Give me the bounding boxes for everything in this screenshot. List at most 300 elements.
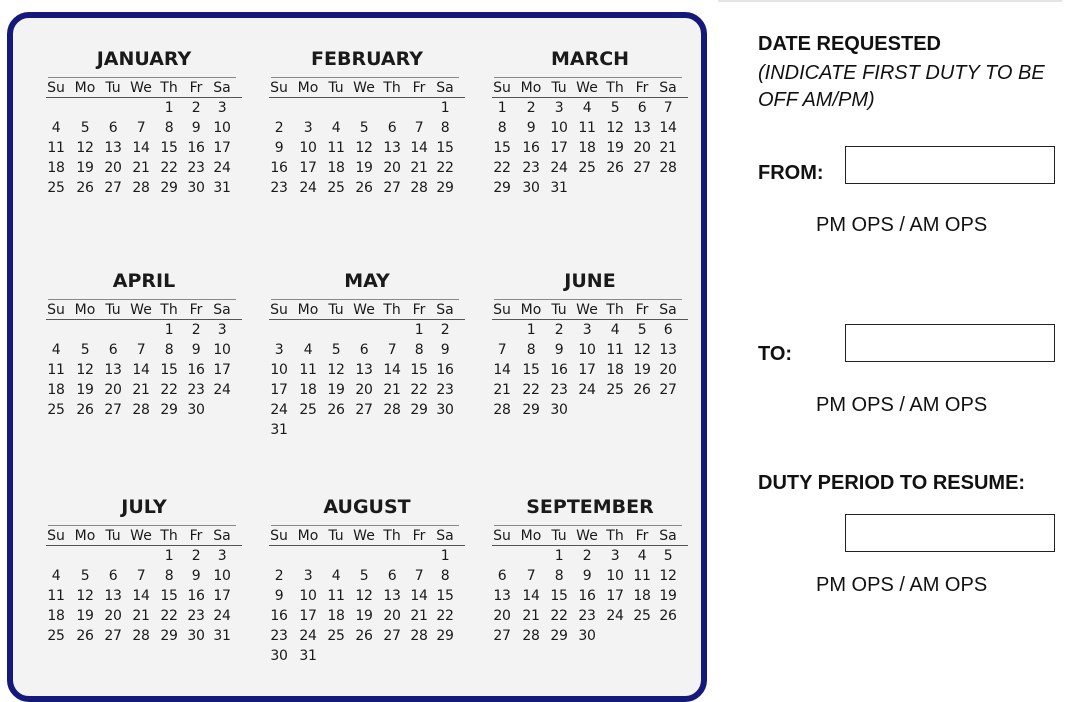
- weekday-header: We: [576, 302, 598, 318]
- weekday-header: Sa: [659, 80, 677, 96]
- day-cell: 3: [217, 548, 227, 564]
- weekday-header: Mo: [297, 302, 319, 318]
- day-cell: 19: [633, 362, 651, 378]
- day-cell: 14: [522, 588, 540, 604]
- top-divider: [718, 0, 1062, 2]
- day-cell: 20: [659, 362, 677, 378]
- day-cell: 24: [299, 628, 317, 644]
- day-cell: 16: [270, 608, 288, 624]
- day-cell: 30: [187, 628, 205, 644]
- day-cell: 2: [191, 100, 201, 116]
- day-cell: 29: [436, 628, 454, 644]
- weekday-header: Fr: [635, 302, 649, 318]
- day-cell: 11: [327, 588, 345, 604]
- day-cell: 31: [213, 628, 231, 644]
- day-cell: 27: [383, 180, 401, 196]
- weekday-header: Fr: [189, 302, 203, 318]
- day-cell: 9: [191, 568, 201, 584]
- day-cell: 10: [550, 120, 568, 136]
- day-cell: 30: [550, 402, 568, 418]
- day-cell: 3: [582, 322, 592, 338]
- day-cell: 27: [493, 628, 511, 644]
- day-cell: 19: [355, 608, 373, 624]
- day-cell: 26: [327, 402, 345, 418]
- day-cell: 6: [359, 342, 369, 358]
- month-divider: [271, 525, 459, 526]
- weekday-header: We: [576, 528, 598, 544]
- weekday-header: Tu: [105, 528, 121, 544]
- day-cell: 15: [550, 588, 568, 604]
- day-cell: 9: [274, 140, 284, 156]
- day-cell: 31: [270, 422, 288, 438]
- weekday-header: We: [353, 80, 375, 96]
- day-cell: 25: [606, 382, 624, 398]
- month-name: MARCH: [550, 48, 630, 70]
- weekday-header: Th: [383, 80, 401, 96]
- day-cell: 20: [104, 160, 122, 176]
- weekday-header: Sa: [659, 528, 677, 544]
- day-cell: 4: [303, 342, 313, 358]
- day-cell: 8: [526, 342, 536, 358]
- weekday-header: Fr: [635, 80, 649, 96]
- month-name: JULY: [121, 496, 167, 518]
- day-cell: 5: [359, 568, 369, 584]
- day-cell: 29: [550, 628, 568, 644]
- month-name: AUGUST: [323, 496, 411, 518]
- day-cell: 25: [47, 180, 65, 196]
- weekday-header: Th: [606, 528, 624, 544]
- day-cell: 19: [606, 140, 624, 156]
- day-cell: 23: [187, 382, 205, 398]
- weekday-header: We: [130, 80, 152, 96]
- day-cell: 11: [578, 120, 596, 136]
- day-cell: 4: [51, 120, 61, 136]
- month-name: MAY: [344, 270, 390, 292]
- weekday-header: Mo: [74, 528, 96, 544]
- weekday-header: Su: [493, 302, 511, 318]
- month-name: SEPTEMBER: [526, 496, 654, 518]
- day-cell: 1: [414, 322, 424, 338]
- to-field[interactable]: [845, 324, 1055, 362]
- day-cell: 31: [213, 180, 231, 196]
- day-cell: 28: [132, 402, 150, 418]
- day-cell: 2: [274, 568, 284, 584]
- day-cell: 9: [274, 588, 284, 604]
- weekday-header-row: [492, 301, 688, 320]
- day-cell: 5: [80, 568, 90, 584]
- day-cell: 15: [410, 362, 428, 378]
- day-cell: 2: [582, 548, 592, 564]
- day-cell: 8: [164, 120, 174, 136]
- day-cell: 29: [160, 628, 178, 644]
- day-cell: 18: [327, 160, 345, 176]
- day-cell: 24: [550, 160, 568, 176]
- day-cell: 7: [663, 100, 673, 116]
- day-cell: 31: [550, 180, 568, 196]
- day-cell: 17: [213, 588, 231, 604]
- day-cell: 27: [383, 628, 401, 644]
- day-cell: 17: [550, 140, 568, 156]
- day-cell: 18: [299, 382, 317, 398]
- day-cell: 7: [136, 120, 146, 136]
- day-cell: 5: [80, 342, 90, 358]
- day-cell: 21: [132, 608, 150, 624]
- day-cell: 7: [136, 342, 146, 358]
- weekday-header: Su: [493, 528, 511, 544]
- day-cell: 6: [108, 568, 118, 584]
- day-cell: 5: [359, 120, 369, 136]
- day-cell: 16: [550, 362, 568, 378]
- day-cell: 3: [303, 568, 313, 584]
- day-cell: 15: [160, 588, 178, 604]
- weekday-header: Su: [270, 302, 288, 318]
- day-cell: 10: [213, 342, 231, 358]
- weekday-header: Th: [606, 302, 624, 318]
- day-cell: 17: [270, 382, 288, 398]
- day-cell: 22: [550, 608, 568, 624]
- day-cell: 22: [160, 608, 178, 624]
- day-cell: 24: [213, 160, 231, 176]
- day-cell: 23: [187, 608, 205, 624]
- day-cell: 6: [387, 568, 397, 584]
- day-cell: 14: [410, 140, 428, 156]
- day-cell: 25: [299, 402, 317, 418]
- day-cell: 12: [76, 362, 94, 378]
- day-cell: 24: [213, 608, 231, 624]
- day-cell: 28: [383, 402, 401, 418]
- day-cell: 21: [132, 160, 150, 176]
- month-name: FEBRUARY: [311, 48, 423, 70]
- day-cell: 3: [303, 120, 313, 136]
- day-cell: 29: [436, 180, 454, 196]
- day-cell: 10: [213, 120, 231, 136]
- weekday-header-row: [269, 79, 465, 98]
- day-cell: 3: [610, 548, 620, 564]
- month-name: APRIL: [112, 270, 176, 292]
- day-cell: 13: [104, 588, 122, 604]
- weekday-header: Tu: [551, 528, 567, 544]
- day-cell: 17: [299, 160, 317, 176]
- day-cell: 27: [104, 628, 122, 644]
- weekday-header-row: [492, 527, 688, 546]
- day-cell: 22: [160, 160, 178, 176]
- day-cell: 28: [410, 628, 428, 644]
- weekday-header: Fr: [412, 302, 426, 318]
- day-cell: 14: [659, 120, 677, 136]
- day-cell: 19: [327, 382, 345, 398]
- day-cell: 1: [440, 548, 450, 564]
- day-cell: 16: [187, 140, 205, 156]
- day-cell: 4: [610, 322, 620, 338]
- day-cell: 20: [104, 608, 122, 624]
- day-cell: 13: [659, 342, 677, 358]
- day-cell: 7: [526, 568, 536, 584]
- day-cell: 25: [47, 628, 65, 644]
- weekday-header: Sa: [213, 528, 231, 544]
- day-cell: 5: [331, 342, 341, 358]
- day-cell: 20: [493, 608, 511, 624]
- day-cell: 22: [493, 160, 511, 176]
- day-cell: 11: [47, 362, 65, 378]
- duty-resume-field[interactable]: [845, 514, 1055, 552]
- weekday-header: We: [130, 302, 152, 318]
- weekday-header: Sa: [659, 302, 677, 318]
- resume-ops-option[interactable]: PM OPS / AM OPS: [816, 574, 988, 596]
- day-cell: 3: [217, 100, 227, 116]
- day-cell: 13: [493, 588, 511, 604]
- day-cell: 1: [554, 548, 564, 564]
- day-cell: 1: [164, 322, 174, 338]
- day-cell: 27: [355, 402, 373, 418]
- day-cell: 28: [659, 160, 677, 176]
- day-cell: 13: [383, 588, 401, 604]
- day-cell: 11: [47, 140, 65, 156]
- day-cell: 4: [582, 100, 592, 116]
- day-cell: 4: [331, 568, 341, 584]
- day-cell: 24: [606, 608, 624, 624]
- day-cell: 2: [440, 322, 450, 338]
- day-cell: 22: [410, 382, 428, 398]
- day-cell: 23: [550, 382, 568, 398]
- day-cell: 21: [132, 382, 150, 398]
- day-cell: 9: [191, 342, 201, 358]
- weekday-header-row: [269, 527, 465, 546]
- day-cell: 30: [522, 180, 540, 196]
- day-cell: 8: [164, 342, 174, 358]
- day-cell: 22: [436, 608, 454, 624]
- weekday-header: Mo: [74, 80, 96, 96]
- day-cell: 10: [299, 140, 317, 156]
- weekday-header: Tu: [551, 302, 567, 318]
- day-cell: 11: [327, 140, 345, 156]
- day-cell: 4: [331, 120, 341, 136]
- day-cell: 28: [522, 628, 540, 644]
- day-cell: 1: [440, 100, 450, 116]
- day-cell: 15: [436, 140, 454, 156]
- day-cell: 30: [436, 402, 454, 418]
- day-cell: 18: [578, 140, 596, 156]
- weekday-header: Th: [160, 302, 178, 318]
- weekday-header: Su: [47, 80, 65, 96]
- day-cell: 21: [410, 160, 428, 176]
- day-cell: 29: [160, 180, 178, 196]
- day-cell: 15: [522, 362, 540, 378]
- weekday-header-row: [492, 79, 688, 98]
- day-cell: 14: [132, 362, 150, 378]
- day-cell: 25: [633, 608, 651, 624]
- day-cell: 23: [578, 608, 596, 624]
- day-cell: 16: [270, 160, 288, 176]
- day-cell: 26: [355, 628, 373, 644]
- day-cell: 26: [606, 160, 624, 176]
- day-cell: 6: [497, 568, 507, 584]
- day-cell: 8: [554, 568, 564, 584]
- duty-resume-label: DUTY PERIOD TO RESUME:: [758, 472, 1026, 494]
- day-cell: 8: [440, 568, 450, 584]
- day-cell: 2: [191, 322, 201, 338]
- day-cell: 23: [270, 180, 288, 196]
- day-cell: 26: [659, 608, 677, 624]
- day-cell: 1: [526, 322, 536, 338]
- day-cell: 4: [51, 568, 61, 584]
- month-divider: [48, 77, 236, 78]
- month-name: JANUARY: [96, 48, 192, 70]
- day-cell: 18: [606, 362, 624, 378]
- day-cell: 12: [76, 588, 94, 604]
- day-cell: 17: [213, 140, 231, 156]
- day-cell: 12: [76, 140, 94, 156]
- weekday-header: Fr: [412, 80, 426, 96]
- day-cell: 22: [436, 160, 454, 176]
- weekday-header: Mo: [74, 302, 96, 318]
- weekday-header-row: [46, 301, 242, 320]
- day-cell: 12: [606, 120, 624, 136]
- day-cell: 31: [299, 648, 317, 664]
- day-cell: 25: [578, 160, 596, 176]
- day-cell: 14: [132, 140, 150, 156]
- day-cell: 4: [637, 548, 647, 564]
- weekday-header: We: [130, 528, 152, 544]
- month-divider: [271, 299, 459, 300]
- weekday-header: We: [353, 302, 375, 318]
- weekday-header: Th: [383, 528, 401, 544]
- day-cell: 7: [414, 568, 424, 584]
- day-cell: 28: [410, 180, 428, 196]
- weekday-header: Fr: [635, 528, 649, 544]
- weekday-header: Th: [606, 80, 624, 96]
- from-field[interactable]: [845, 146, 1055, 184]
- weekday-header-row: [269, 301, 465, 320]
- day-cell: 17: [606, 588, 624, 604]
- day-cell: 5: [663, 548, 673, 564]
- day-cell: 12: [355, 140, 373, 156]
- weekday-header: Sa: [436, 528, 454, 544]
- day-cell: 14: [383, 362, 401, 378]
- day-cell: 18: [327, 608, 345, 624]
- day-cell: 17: [578, 362, 596, 378]
- day-cell: 21: [410, 608, 428, 624]
- weekday-header: Fr: [189, 528, 203, 544]
- weekday-header: Su: [47, 302, 65, 318]
- day-cell: 11: [633, 568, 651, 584]
- day-cell: 5: [80, 120, 90, 136]
- day-cell: 14: [410, 588, 428, 604]
- day-cell: 6: [387, 120, 397, 136]
- day-cell: 28: [132, 180, 150, 196]
- day-cell: 8: [440, 120, 450, 136]
- day-cell: 30: [187, 180, 205, 196]
- day-cell: 18: [47, 608, 65, 624]
- day-cell: 20: [383, 608, 401, 624]
- weekday-header: Tu: [105, 80, 121, 96]
- day-cell: 21: [659, 140, 677, 156]
- day-cell: 9: [191, 120, 201, 136]
- day-cell: 30: [270, 648, 288, 664]
- day-cell: 1: [164, 100, 174, 116]
- day-cell: 29: [160, 402, 178, 418]
- day-cell: 19: [355, 160, 373, 176]
- from-ops-option[interactable]: PM OPS / AM OPS: [816, 214, 988, 236]
- day-cell: 27: [104, 402, 122, 418]
- day-cell: 21: [522, 608, 540, 624]
- weekday-header: Th: [383, 302, 401, 318]
- day-cell: 9: [526, 120, 536, 136]
- day-cell: 22: [522, 382, 540, 398]
- day-cell: 6: [108, 342, 118, 358]
- day-cell: 23: [436, 382, 454, 398]
- month-divider: [494, 525, 682, 526]
- weekday-header: Sa: [436, 302, 454, 318]
- day-cell: 20: [633, 140, 651, 156]
- weekday-header: Th: [160, 80, 178, 96]
- day-cell: 10: [606, 568, 624, 584]
- day-cell: 19: [659, 588, 677, 604]
- day-cell: 10: [299, 588, 317, 604]
- to-ops-option[interactable]: PM OPS / AM OPS: [816, 394, 988, 416]
- day-cell: 30: [578, 628, 596, 644]
- day-cell: 14: [493, 362, 511, 378]
- day-cell: 18: [47, 382, 65, 398]
- day-cell: 29: [522, 402, 540, 418]
- day-cell: 9: [554, 342, 564, 358]
- weekday-header-row: [46, 79, 242, 98]
- day-cell: 12: [355, 588, 373, 604]
- day-cell: 17: [299, 608, 317, 624]
- day-cell: 8: [414, 342, 424, 358]
- day-cell: 17: [213, 362, 231, 378]
- day-cell: 29: [410, 402, 428, 418]
- day-cell: 24: [578, 382, 596, 398]
- weekday-header: Mo: [297, 80, 319, 96]
- day-cell: 12: [659, 568, 677, 584]
- weekday-header: Su: [270, 80, 288, 96]
- day-cell: 3: [217, 322, 227, 338]
- day-cell: 23: [522, 160, 540, 176]
- weekday-header: Su: [47, 528, 65, 544]
- day-cell: 11: [299, 362, 317, 378]
- day-cell: 19: [76, 608, 94, 624]
- day-cell: 16: [187, 588, 205, 604]
- day-cell: 4: [51, 342, 61, 358]
- weekday-header: Sa: [436, 80, 454, 96]
- calendar-panel: [7, 12, 707, 702]
- weekday-header: Tu: [328, 80, 344, 96]
- day-cell: 1: [497, 100, 507, 116]
- day-cell: 6: [637, 100, 647, 116]
- weekday-header: Tu: [551, 80, 567, 96]
- day-cell: 3: [274, 342, 284, 358]
- day-cell: 21: [493, 382, 511, 398]
- day-cell: 20: [104, 382, 122, 398]
- day-cell: 20: [355, 382, 373, 398]
- day-cell: 6: [663, 322, 673, 338]
- day-cell: 16: [187, 362, 205, 378]
- month-divider: [271, 77, 459, 78]
- day-cell: 9: [582, 568, 592, 584]
- day-cell: 20: [383, 160, 401, 176]
- weekday-header: Mo: [520, 528, 542, 544]
- day-cell: 10: [578, 342, 596, 358]
- day-cell: 15: [160, 140, 178, 156]
- weekday-header: Tu: [105, 302, 121, 318]
- day-cell: 24: [270, 402, 288, 418]
- day-cell: 28: [132, 628, 150, 644]
- to-label: TO:: [758, 343, 793, 365]
- day-cell: 9: [440, 342, 450, 358]
- day-cell: 15: [160, 362, 178, 378]
- day-cell: 18: [47, 160, 65, 176]
- day-cell: 16: [522, 140, 540, 156]
